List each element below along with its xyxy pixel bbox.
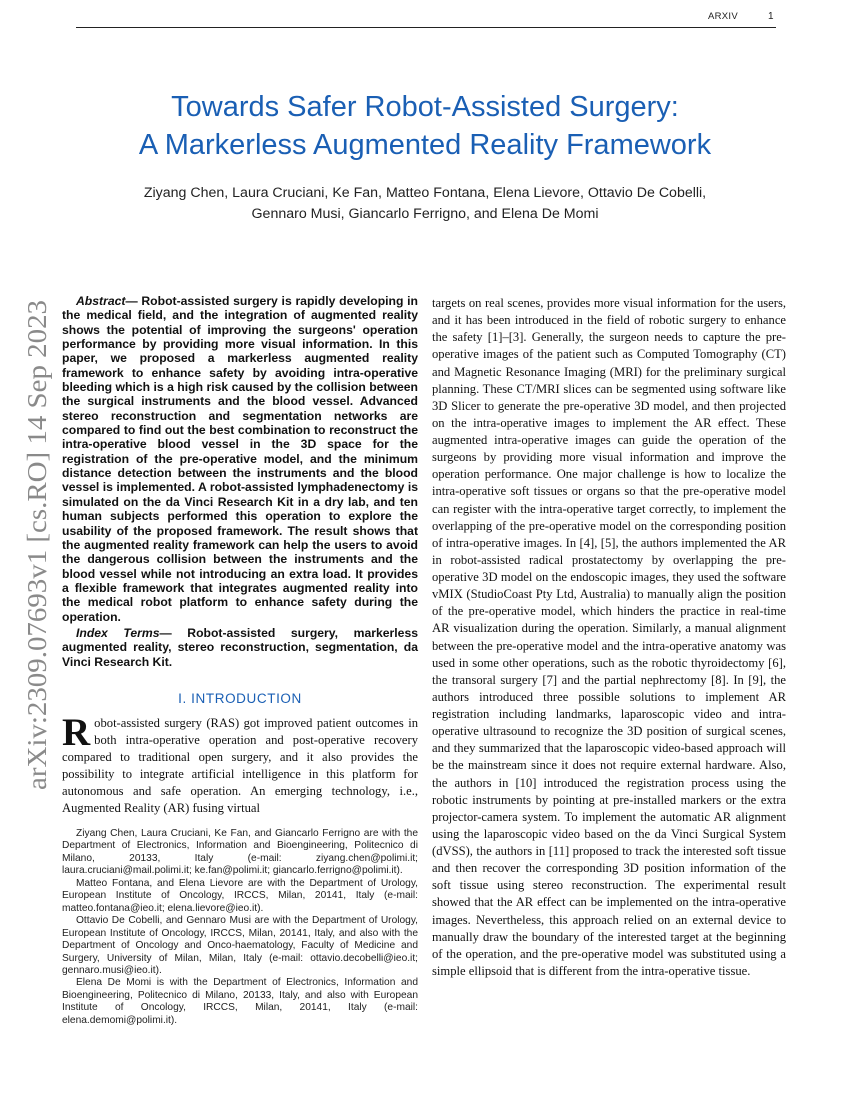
introduction-continued-paragraph xyxy=(432,295,786,980)
introduction-text: obot-assisted surgery (RAS) got improved patient outcomes in both intra-operative operation and post-operative recovery compared to traditional open surgery, and it also provides the possibility to integrate artificial intelligence in this platform for autonomous and safe operation. An emerging technology, i.e., Augmented Reality (AR) fusing virtual xyxy=(62,716,418,816)
footnote-affiliation: Elena De Momi is with the Department of Electronics, Information and Bioengineering, Politecnico di Milano, 20133, Italy, and also with European Institute of Oncology, IRCCS, Milan, 20141, Italy (e-mail: elena.demomi@polimi.it). xyxy=(62,977,418,1026)
header-rule xyxy=(76,27,776,28)
paper-title-line-1: Towards Safer Robot-Assisted Surgery: xyxy=(171,91,679,123)
abstract-dash: — xyxy=(125,294,142,308)
right-column-text: targets on real scenes, provides more visual information for the users, and it has been introduced in the field of robotic surgery to enhance the safety [1]–[3]. Generally, the surgeon needs to capture the pre-operative images of the patient such as Computed Tomography (CT) and Magnetic Resonance Imaging (MRI) for the preliminary surgical planning. These CT/MRI slices can be segmented using software like 3D Slicer to generate the pre-operative 3D model, and then projected on the intra-operative images to implement the AR effect. These augmented intra-operative images can guide the operation of the surgeons by providing more visual information and improve the operation performance. One major challenge is how to localize the intra-operative soft tissues or organs so that the pre-operative model can register with the intra-operative target correctly, to implement the overlapping of the pre-operative model on the corresponding position of intra-operative images. In [4], [5], the authors implemented the AR in robot-assisted radical prostatectomy by overlapping the pre-operative 3D model on the endoscopic images, they used the software vMIX (StudioCoast Pty Ltd, Australia) to manually align the position of the pre-operative model, which hinders the practice in real-time AR visualization during the operation. Similarly, a manual alignment between the pre-operative model and the intra-operative anatomy was used in some other operations, such as the robotic thyroidectomy [6], the transoral surgery [7] and the partial nephrectomy [8]. In [9], the authors introduced three possible solutions to implement AR registration including landmarks, laparoscopic video and intra-operative ultrasound to recognize the 3D position of surgical scenes, and they summarized that the laparoscopic video-based approach will be the mainstream since it does not require external hardware. Also, the authors in [10] introduced the registration process using the robotic instruments by pointing at pre-installed markers or the extra projector-camera system. To implement the automatic AR alignment using the laparoscopic video based on the da Vinci Surgical System (dVSS), the authors in [11] proposed to track the interested soft tissue and then recover the corresponding 3D position information of the soft tissue using stereo reconstruction. The experimental result showed that the AR effect can be implemented on the intra-operative images. Nevertheless, this approach relied on an external device to manually draw the boundary of the interested target at the beginning of the operation, and the pre-operative model was substituted using a simple ellipsoid that is different from the intra-operative tissue. xyxy=(432,296,786,978)
footnote-affiliation: Matteo Fontana, and Elena Lievore are with the Department of Urology, European Institute of Oncology, IRCCS, Milan, 20141, Italy (e-mail: matteo.fontana@ieo.it; elena.lievore@ieo.it). xyxy=(62,877,418,914)
footnote-affiliation: Ottavio De Cobelli, and Gennaro Musi are with the Department of Urology, European Institute of Oncology, IRCCS, Milan, 20141, Italy, and also with the Department of Oncology and Onco-haematology, Faculty of Medicine and Surgery, University of Milan, Milan, Italy (e-mail: ottavio.decobelli@ieo.it; gennaro.musi@ieo.it). xyxy=(62,915,418,976)
arxiv-identifier-text: arXiv:2309.07693v1 [cs.RO] 14 Sep 2023 xyxy=(22,332,52,790)
running-header-page-number: 1 xyxy=(768,11,774,22)
author-list-line-1: Ziyang Chen, Laura Cruciani, Ke Fan, Matteo Fontana, Elena Lievore, Ottavio De Cobelli, xyxy=(143,185,707,201)
paper-title xyxy=(60,88,790,164)
index-terms-text: Robot-assisted surgery, markerless augmented reality, stereo reconstruction, segmentation, da Vinci Research Kit. xyxy=(62,626,418,669)
author-list xyxy=(80,183,770,225)
author-affiliation-footnotes xyxy=(62,828,418,1027)
section-heading-introduction xyxy=(62,691,418,706)
author-list-line-2: Gennaro Musi, Giancarlo Ferrigno, and Elena De Momi xyxy=(251,206,599,222)
drop-cap: R xyxy=(62,711,91,754)
running-header-journal: ARXIV xyxy=(708,11,739,22)
abstract-label: Abstract xyxy=(76,294,126,308)
abstract-text: Robot-assisted surgery is rapidly developing in the medical field, and the integration of augmented reality shows the potential of improving the surgeons' operation performance by providing more visual information. In this paper, we proposed a markerless augmented reality framework to enhance safety by avoiding intra-operative bleeding which is a high risk caused by the collision between the surgical instruments and the blood vessel. Advanced stereo reconstruction and segmentation networks are compared to find out the best combination to reconstruct the intra-operative blood vessel in the 3D space for the registration of the pre-operative model, and the minimum distance detection between the instruments and the blood vessel is implemented. A robot-assisted lymphadenectomy is simulated on the da Vinci Research Kit in a dry lab, and ten human subjects performed this operation to explore the usability of the proposed framework. The result shows that the augmented reality framework can help the users to avoid the dangerous collision between the instruments and the blood vessel while not introducing an extra load. It provides a flexible framework that integrates augmented reality into the medical robot platform to enhance safety during the operation. xyxy=(62,294,418,624)
abstract xyxy=(62,294,418,624)
introduction-paragraph xyxy=(62,711,418,818)
section-heading-text: I. INTRODUCTION xyxy=(178,691,302,706)
paper-title-line-2: A Markerless Augmented Reality Framework xyxy=(138,129,712,161)
index-terms-dash: — xyxy=(159,626,188,640)
index-terms xyxy=(62,626,418,669)
index-terms-label: Index Terms xyxy=(76,626,160,640)
footnote-affiliation: Ziyang Chen, Laura Cruciani, Ke Fan, and Giancarlo Ferrigno are with the Department of Electronics, Information and Bioengineering, Politecnico di Milano, 20133, Italy (e-mail: ziyang.chen@polimi.it; laura.cruciani@mail.polimi.it; ke.fan@polimi.it; giancarlo.ferrigno@polimi.it). xyxy=(62,828,418,877)
arxiv-identifier-stamp xyxy=(8,300,58,790)
